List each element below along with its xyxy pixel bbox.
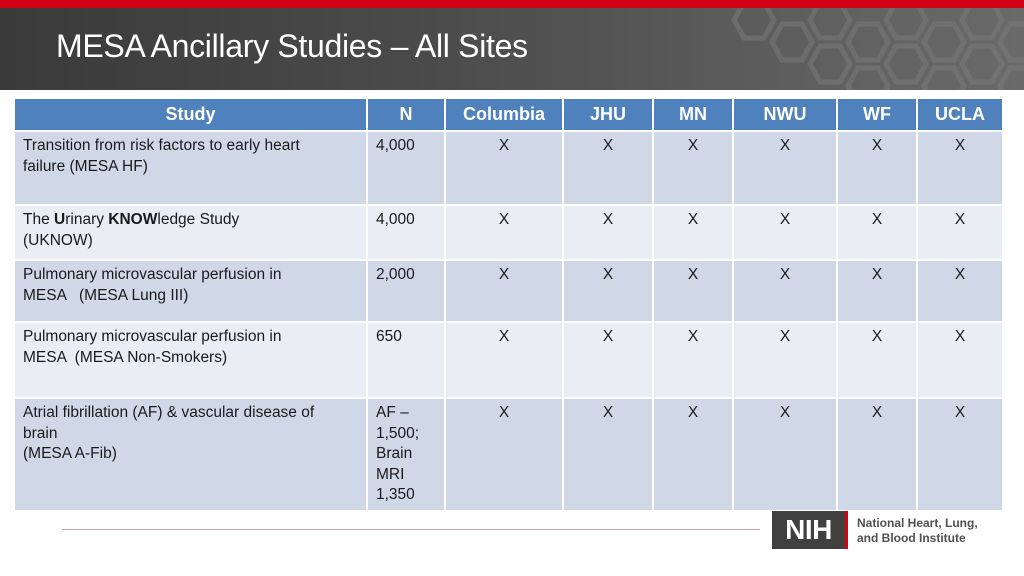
study-name-text: rinary (65, 211, 109, 228)
site-mark-nwu: X (733, 131, 837, 205)
study-name-cell (15, 322, 367, 398)
column-header-n: N (367, 99, 445, 131)
site-mark-columbia: X (445, 322, 563, 398)
page-title: MESA Ancillary Studies – All Sites (56, 28, 528, 64)
study-name-line: brain (23, 424, 58, 442)
site-mark-wf: X (837, 205, 917, 260)
n-value-line: MRI (376, 465, 405, 483)
title-bar (0, 8, 1024, 90)
study-name-cell (15, 205, 367, 260)
n-value: 4,000 (376, 211, 415, 228)
site-mark-ucla: X (917, 398, 1003, 511)
study-name-cell (15, 131, 367, 205)
site-mark-columbia: X (445, 131, 563, 205)
study-name-cell (15, 398, 367, 511)
site-mark-wf: X (837, 260, 917, 322)
table-row (15, 398, 1003, 511)
site-mark-mn: X (653, 205, 733, 260)
site-mark-ucla: X (917, 322, 1003, 398)
n-cell (367, 205, 445, 260)
top-accent-bar (0, 0, 1024, 8)
institute-name-line: and Blood Institute (857, 531, 966, 545)
institute-name (857, 516, 978, 546)
study-name-emphasis: KNOW (108, 211, 158, 228)
site-mark-nwu: X (733, 398, 837, 511)
ancillary-studies-table (15, 99, 1004, 512)
site-mark-wf: X (837, 398, 917, 511)
n-cell (367, 322, 445, 398)
study-name-text: ledge Study (157, 211, 240, 228)
site-mark-mn: X (653, 322, 733, 398)
site-mark-jhu: X (563, 205, 653, 260)
site-mark-jhu: X (563, 131, 653, 205)
site-mark-nwu: X (733, 260, 837, 322)
site-mark-wf: X (837, 322, 917, 398)
table-row (15, 322, 1003, 398)
site-mark-jhu: X (563, 322, 653, 398)
n-value: 4,000 (376, 137, 415, 154)
study-name-line: (UKNOW) (23, 231, 93, 249)
n-value: 650 (376, 328, 402, 345)
table-row (15, 131, 1003, 205)
site-mark-mn: X (653, 260, 733, 322)
study-name-cell (15, 260, 367, 322)
site-mark-jhu: X (563, 260, 653, 322)
site-mark-columbia: X (445, 260, 563, 322)
site-mark-columbia: X (445, 398, 563, 511)
study-name-line: failure (MESA HF) (23, 157, 148, 175)
study-name-line: Atrial fibrillation (AF) & vascular disease of (23, 404, 315, 421)
footer-divider-line (62, 529, 760, 530)
site-mark-ucla: X (917, 260, 1003, 322)
study-name-text: The (23, 211, 55, 228)
table-row (15, 260, 1003, 322)
column-header-mn: MN (653, 99, 733, 131)
column-header-columbia: Columbia (445, 99, 563, 131)
study-name-line: MESA (MESA Non-Smokers) (23, 348, 228, 366)
study-name-line: Pulmonary microvascular perfusion in (23, 266, 282, 283)
site-mark-jhu: X (563, 398, 653, 511)
site-mark-nwu: X (733, 322, 837, 398)
study-name-line: (MESA A-Fib) (23, 445, 117, 462)
site-mark-ucla: X (917, 131, 1003, 205)
column-header-ucla: UCLA (917, 99, 1003, 131)
site-mark-mn: X (653, 131, 733, 205)
n-cell (367, 131, 445, 205)
n-value-line: 1,350 (376, 486, 415, 503)
n-cell (367, 260, 445, 322)
n-value: 2,000 (376, 266, 415, 283)
study-name-emphasis: U (54, 211, 66, 228)
n-value-line: AF – (376, 404, 409, 421)
hexagon-pattern-decoration (724, 8, 1024, 90)
site-mark-mn: X (653, 398, 733, 511)
table-row (15, 205, 1003, 260)
study-name-line: Transition from risk factors to early heart (23, 137, 300, 154)
study-name-line: MESA (MESA Lung III) (23, 286, 189, 304)
site-mark-ucla: X (917, 205, 1003, 260)
column-header-study: Study (15, 99, 367, 131)
site-mark-columbia: X (445, 205, 563, 260)
column-header-jhu: JHU (563, 99, 653, 131)
site-mark-wf: X (837, 131, 917, 205)
n-value-line: 1,500; (376, 424, 420, 442)
n-value-line: Brain (376, 445, 413, 462)
column-header-nwu: NWU (733, 99, 837, 131)
institute-name-line: National Heart, Lung, (857, 516, 978, 530)
nih-logo: NIH (772, 511, 848, 549)
n-cell (367, 398, 445, 511)
table-header-row (15, 99, 1003, 131)
site-mark-nwu: X (733, 205, 837, 260)
column-header-wf: WF (837, 99, 917, 131)
study-name-line: Pulmonary microvascular perfusion in (23, 328, 282, 345)
